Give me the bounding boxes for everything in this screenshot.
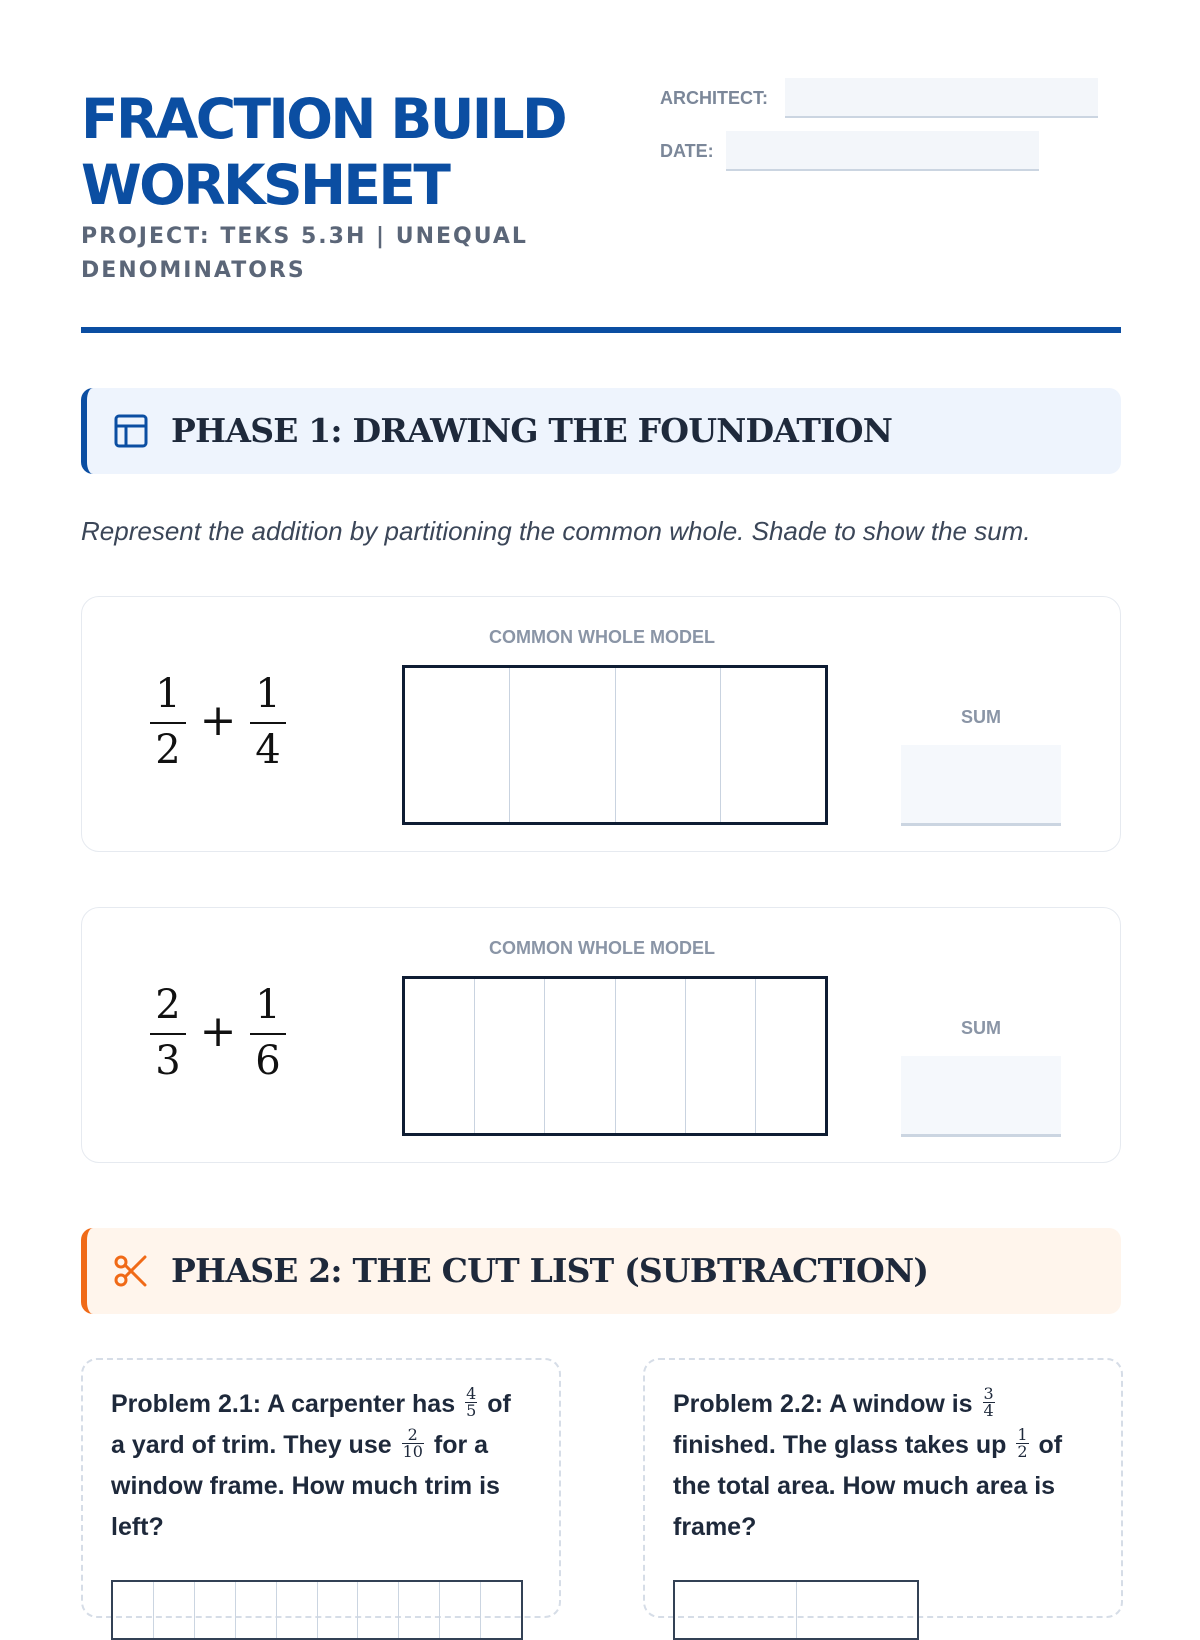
- addition-expression: [148, 980, 298, 1086]
- project-subtitle: PROJECT: TEKS 5.3H | UNEQUAL DENOMINATORS: [81, 224, 528, 283]
- inline-fraction: $\frac{2}{10}$: [402, 1424, 423, 1461]
- numerator: 2: [155, 982, 181, 1028]
- common-whole-model[interactable]: [402, 665, 828, 825]
- date-label: DATE:: [660, 141, 714, 161]
- sum-label: SUM: [961, 1018, 1001, 1038]
- page-title: FRACTION BUILD WORKSHEET: [81, 87, 566, 217]
- model-card-1: [81, 596, 1121, 852]
- partition-cell[interactable]: [544, 979, 614, 1133]
- partition-cell[interactable]: [509, 668, 614, 822]
- header-divider: [81, 327, 1121, 333]
- architect-label: ARCHITECT:: [660, 88, 768, 108]
- denominator: 6: [255, 1038, 281, 1084]
- inline-fraction: $\frac{3}{4}$: [983, 1383, 994, 1420]
- window-area-model[interactable]: [673, 1580, 919, 1640]
- phase-1-instruction: Represent the addition by partitioning the common whole. Shade to show the sum.: [81, 516, 1031, 546]
- fraction-a: [148, 669, 188, 775]
- denominator: 3: [155, 1038, 181, 1084]
- partition-cell[interactable]: [480, 1582, 521, 1638]
- phase-1-header: [81, 388, 1121, 474]
- problem-text: Problem 2.1: A carpenter has $\frac{4}{5}$ of a yard of trim. They use $\frac{2}{10}$ for a window frame. How much trim is left?: [111, 1383, 511, 1541]
- model-label: COMMON WHOLE MODEL: [489, 627, 715, 647]
- inline-fraction: $\frac{4}{5}$: [466, 1383, 477, 1420]
- partition-cell[interactable]: [755, 979, 825, 1133]
- partition-cell[interactable]: [405, 668, 509, 822]
- sum-answer-field[interactable]: [901, 1056, 1061, 1137]
- partition-cell[interactable]: [796, 1582, 918, 1638]
- partition-cell[interactable]: [194, 1582, 235, 1638]
- fraction-b: [248, 669, 288, 775]
- scissors-icon: [113, 1253, 149, 1289]
- partition-cell[interactable]: [474, 979, 544, 1133]
- date-field[interactable]: [726, 131, 1039, 171]
- architect-field[interactable]: [785, 78, 1098, 118]
- denominator: 4: [255, 727, 281, 773]
- partition-cell[interactable]: [235, 1582, 276, 1638]
- numerator: 1: [255, 671, 281, 717]
- partition-cell[interactable]: [405, 979, 474, 1133]
- sum-answer-field[interactable]: [901, 745, 1061, 826]
- layout-icon: [113, 413, 149, 449]
- partition-cell[interactable]: [317, 1582, 358, 1638]
- problem-card-2-2: [643, 1358, 1123, 1618]
- addition-expression: [148, 669, 298, 775]
- trim-strip-model[interactable]: [111, 1580, 523, 1640]
- common-whole-model[interactable]: [402, 976, 828, 1136]
- phase-2-header: [81, 1228, 1121, 1314]
- partition-cell[interactable]: [615, 668, 720, 822]
- fraction-a: [148, 980, 188, 1086]
- phase-1-title: PHASE 1: DRAWING THE FOUNDATION: [171, 411, 893, 450]
- plus-sign: +: [199, 695, 237, 746]
- denominator: 2: [155, 727, 181, 773]
- problem-text: Problem 2.2: A window is $\frac{3}{4}$ finished. The glass takes up $\frac{1}{2}$ of the total area. How much area is frame?: [673, 1383, 1063, 1541]
- partition-cell[interactable]: [153, 1582, 194, 1638]
- partition-cell[interactable]: [398, 1582, 439, 1638]
- partition-cell[interactable]: [720, 668, 825, 822]
- sum-label: SUM: [961, 707, 1001, 727]
- model-label: COMMON WHOLE MODEL: [489, 938, 715, 958]
- partition-cell[interactable]: [675, 1582, 796, 1638]
- partition-cell[interactable]: [113, 1582, 153, 1638]
- partition-cell[interactable]: [357, 1582, 398, 1638]
- numerator: 1: [255, 982, 281, 1028]
- partition-cell[interactable]: [615, 979, 685, 1133]
- fraction-b: [248, 980, 288, 1086]
- partition-cell[interactable]: [439, 1582, 480, 1638]
- plus-sign: +: [199, 1006, 237, 1057]
- partition-cell[interactable]: [276, 1582, 317, 1638]
- problem-card-2-1: [81, 1358, 561, 1618]
- inline-fraction: $\frac{1}{2}$: [1017, 1424, 1028, 1461]
- phase-2-title: PHASE 2: THE CUT LIST (SUBTRACTION): [171, 1251, 929, 1290]
- numerator: 1: [155, 671, 181, 717]
- partition-cell[interactable]: [685, 979, 755, 1133]
- model-card-2: [81, 907, 1121, 1163]
